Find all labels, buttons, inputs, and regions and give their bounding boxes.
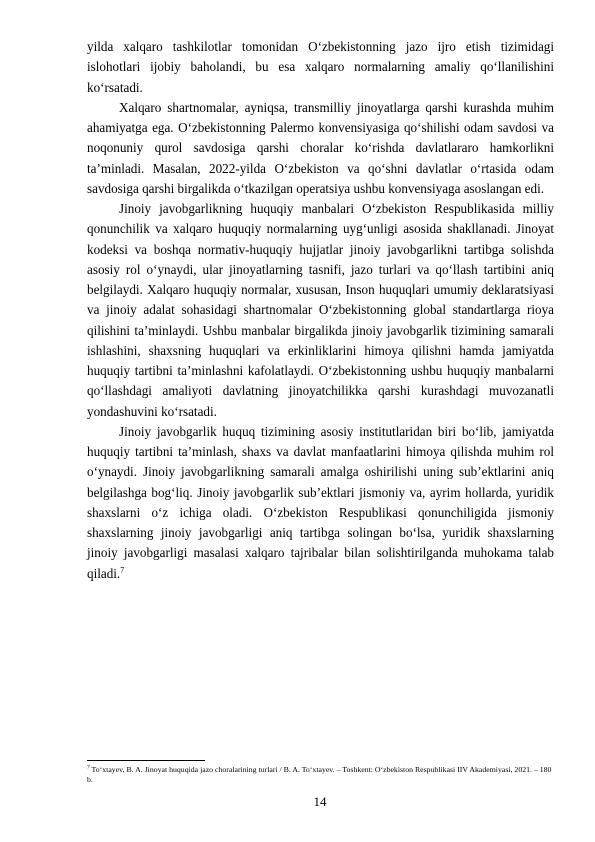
footnote-text: To‘xtayev, B. A. Jinoyat huquqida jazo choralarining turlari / B. A. To‘xtayev. – Toshkent: O‘zbekiston Respublikasi IIV Akademiyasi, 2021. – 180 b. — [87, 765, 552, 784]
body-text — [87, 37, 554, 584]
footnote — [87, 765, 554, 785]
paragraph-liability-subjects-text: Jinoiy javobgarlik huquq tizimining asosiy institutlaridan biri bo‘lib, jamiyatda huquqiy tartibni ta’minlash, shaxs va davlat manfaatlarini himoya qilishda muhim rol o‘ynaydi. Jinoiy javobgarlikning samarali amalga oshirilishi uning sub’ektlarini aniq belgilashga bog‘liq. Jinoiy javobgarlik sub’ektlari jismoniy va, ayrim hollarda, yuridik shaxslarni o‘z ichiga oladi. O‘zbekiston Respublikasi qonunchiligida jismoniy shaxslarning jinoiy javobgarligi aniq tartibga solingan bo‘lsa, yuridik shaxslarning jinoiy javobgarligi masalasi xalqaro tajribalar bilan solishtirilganda muhokama talab qiladi. — [87, 423, 554, 581]
footnote-marker: 7 — [87, 764, 90, 771]
paragraph-continuation: yilda xalqaro tashkilotlar tomonidan O‘zbekistonning jazo ijro etish tizimidagi islohotlari ijobiy baholandi, bu esa xalqaro normalarning amaliy qo‘llanilishini ko‘rsatadi. — [87, 39, 554, 95]
footnote-reference: 7 — [120, 565, 125, 575]
footnote-divider — [87, 760, 205, 761]
paragraph-liability-subjects — [87, 422, 554, 584]
paragraph-international-treaties: Xalqaro shartnomalar, ayniqsa, transmilliy jinoyatlarga qarshi kurashda muhim ahamiyatga ega. O‘zbekistonning Palermo konvensiyasiga qo‘shilishi odam savdosi va noqonuniy qurol savdosiga qarshi choralar ko‘rishda davlatlararo hamkorlikni ta’minladi. Masalan, 2022-yilda O‘zbekiston va qo‘shni davlatlar o‘rtasida odam savdosiga qarshi birgalikda o‘tkazilgan operatsiya ushbu konvensiyaga asoslangan edi. — [87, 99, 554, 196]
page-number: 14 — [313, 794, 327, 809]
paragraph-legal-sources: Jinoiy javobgarlikning huquqiy manbalari O‘zbekiston Respublikasida milliy qonunchilik va xalqaro huquqiy normalarning uyg‘unligi asosida shakllanadi. Jinoyat kodeksi va boshqa normativ-huquqiy hujjatlar jinoiy javobgarlikni tartibga solishda asosiy rol o‘ynaydi, ular jinoyatlarning tasnifi, jazo turlari va qo‘llash tartibini aniq belgilaydi. Xalqaro huquqiy normalar, xususan, Inson huquqlari umumiy deklaratsiyasi va jinoiy adalat sohasidagi shartnomalar O‘zbekistonning global standartlarga rioya qilishini ta’minlaydi. Ushbu manbalar birgalikda jinoiy javobgarlik tizimining samarali ishlashini, shaxsning huquqlari va erkinliklarini himoya qilishni hamda jamiyatda huquqiy tartibni ta’minlashni kafolatlaydi. O‘zbekistonning ushbu huquqiy manbalarni qo‘llashdagi amaliyoti davlatning jinoyatchilikka qarshi kurashdagi muvozanatli yondashuvini ko‘rsatadi. — [87, 201, 554, 419]
